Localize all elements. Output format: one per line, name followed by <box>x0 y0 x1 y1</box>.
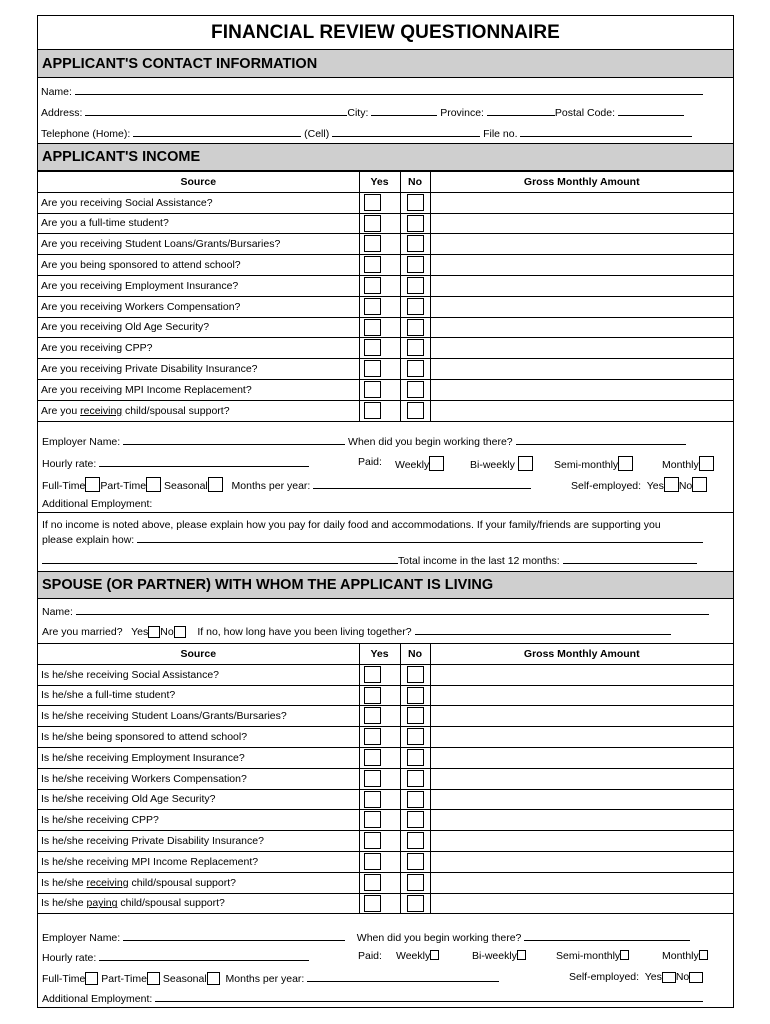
source-cell: Is he/she receiving Social Assistance? <box>38 664 359 685</box>
amount-field[interactable] <box>430 338 733 359</box>
no-checkbox[interactable] <box>407 832 424 849</box>
amount-field[interactable] <box>430 255 733 276</box>
total-label: Total income in the last 12 months: <box>398 555 560 567</box>
col-amount: Gross Monthly Amount <box>430 172 733 193</box>
monthly-label: Monthly <box>662 459 699 471</box>
spouse-biweekly-label: Bi-weekly <box>472 950 517 962</box>
spouse-selfemp-yes-label: Yes <box>644 971 662 983</box>
spouse-semimonthly-label: Semi-monthly <box>556 950 621 962</box>
source-cell: Is he/she receiving Old Age Security? <box>38 789 359 810</box>
table-row <box>38 706 733 727</box>
no-checkbox[interactable] <box>407 728 424 745</box>
section-contact-heading: APPLICANT'S CONTACT INFORMATION <box>38 49 733 78</box>
no-cell <box>400 851 430 872</box>
col-yes: Yes <box>359 172 400 193</box>
amount-field[interactable] <box>430 317 733 338</box>
amount-field[interactable] <box>430 213 733 234</box>
no-cell <box>400 789 430 810</box>
selfemp-no-checkbox[interactable] <box>692 477 707 492</box>
amount-field[interactable] <box>430 379 733 400</box>
employer-field[interactable] <box>123 434 345 445</box>
fulltime-checkbox[interactable] <box>85 477 100 492</box>
no-checkbox[interactable] <box>407 666 424 683</box>
months-label: Months per year: <box>231 480 311 492</box>
no-cell <box>400 706 430 727</box>
amount-field[interactable] <box>430 359 733 380</box>
yes-checkbox[interactable] <box>364 235 381 252</box>
col-amount: Gross Monthly Amount <box>430 644 733 665</box>
postal-label: Postal Code: <box>554 107 616 119</box>
yes-checkbox[interactable] <box>364 687 381 704</box>
selfemp-yes-checkbox[interactable] <box>664 477 679 492</box>
no-cell <box>400 275 430 296</box>
no-checkbox[interactable] <box>407 770 424 787</box>
yes-checkbox[interactable] <box>364 194 381 211</box>
tel-home-label: Telephone (Home): <box>41 128 131 140</box>
source-text: Is he/she <box>41 897 87 910</box>
spouse-hourly-field[interactable] <box>99 950 309 961</box>
spouse-months-field[interactable] <box>307 971 499 982</box>
source-cell: Is he/she being sponsored to attend school? <box>38 727 359 748</box>
seasonal-label: Seasonal <box>163 480 208 492</box>
source-cell: Is he/she receiving MPI Income Replacement? <box>38 851 359 872</box>
source-cell: Are you receiving Student Loans/Grants/Bursaries? <box>38 234 359 255</box>
when-field[interactable] <box>516 434 686 445</box>
income-table <box>38 171 733 422</box>
amount-field[interactable] <box>430 872 733 893</box>
yes-cell <box>359 727 400 748</box>
table-row <box>38 768 733 789</box>
amount-field[interactable] <box>430 275 733 296</box>
source-cell: Is he/she a full-time student? <box>38 685 359 706</box>
yes-cell <box>359 706 400 727</box>
no-checkbox[interactable] <box>407 811 424 828</box>
source-cell: Are you receiving CPP? <box>38 338 359 359</box>
no-cell <box>400 810 430 831</box>
spouse-employment-type-row <box>42 971 722 985</box>
source-cell: Are you a full-time student? <box>38 213 359 234</box>
howlong-field[interactable] <box>415 624 671 635</box>
married-no-checkbox[interactable] <box>174 626 186 638</box>
no-checkbox[interactable] <box>407 339 424 356</box>
no-income-line-2 <box>42 532 703 546</box>
source-cell: Are you receiving Social Assistance? <box>38 192 359 213</box>
seasonal-checkbox[interactable] <box>208 477 223 492</box>
no-checkbox[interactable] <box>407 791 424 808</box>
spouse-weekly-label: Weekly <box>396 950 431 962</box>
spouse-selfemp-no-label: No <box>675 971 690 983</box>
yes-cell <box>359 192 400 213</box>
spouse-name-field[interactable] <box>76 604 709 615</box>
source-cell: Are you receiving Private Disability Insurance? <box>38 359 359 380</box>
no-cell <box>400 747 430 768</box>
no-checkbox[interactable] <box>407 277 424 294</box>
cell-label: (Cell) <box>304 128 330 140</box>
source-cell <box>38 872 359 893</box>
yes-checkbox[interactable] <box>364 895 381 912</box>
yes-checkbox[interactable] <box>364 381 381 398</box>
spouse-parttime-checkbox[interactable] <box>147 972 160 985</box>
yes-cell <box>359 400 400 421</box>
no-cell <box>400 872 430 893</box>
yes-checkbox[interactable] <box>364 811 381 828</box>
spouse-paid-label: Paid: <box>358 950 382 962</box>
yes-checkbox[interactable] <box>364 666 381 683</box>
table-row <box>38 338 733 359</box>
no-cell <box>400 296 430 317</box>
table-row <box>38 727 733 748</box>
spouse-weekly-checkbox[interactable] <box>430 950 439 960</box>
table-row <box>38 810 733 831</box>
no-checkbox[interactable] <box>407 194 424 211</box>
province-label: Province: <box>440 107 484 119</box>
no-checkbox[interactable] <box>407 402 424 419</box>
source-text: Is he/she <box>41 876 87 889</box>
spouse-fulltime-checkbox[interactable] <box>85 972 98 985</box>
table-row <box>38 400 733 421</box>
additional-label: Additional Employment: <box>42 498 153 510</box>
monthly-checkbox[interactable] <box>699 456 714 471</box>
spouse-income-table <box>38 643 733 914</box>
table-row <box>38 831 733 852</box>
underlined-word: receiving <box>80 404 123 417</box>
source-cell: Is he/she receiving Workers Compensation? <box>38 768 359 789</box>
no-checkbox[interactable] <box>407 895 424 912</box>
yes-cell <box>359 379 400 400</box>
no-income-line-1: If no income is noted above, please explain how you pay for daily food and accommodations. If your family/friends are supporting you <box>42 519 661 531</box>
spouse-biweekly-checkbox[interactable] <box>517 950 526 960</box>
source-cell: Are you being sponsored to attend school? <box>38 255 359 276</box>
yes-cell <box>359 338 400 359</box>
no-income-label: please explain how: <box>42 534 135 546</box>
spouse-name-label: Name: <box>42 606 73 618</box>
biweekly-checkbox[interactable] <box>518 456 533 471</box>
no-cell <box>400 664 430 685</box>
table-row <box>38 213 733 234</box>
yes-checkbox[interactable] <box>364 277 381 294</box>
no-checkbox[interactable] <box>407 360 424 377</box>
yes-checkbox[interactable] <box>364 874 381 891</box>
amount-field[interactable] <box>430 727 733 748</box>
spouse-hourly-row <box>42 950 722 964</box>
married-yes-label: Yes <box>131 626 149 638</box>
no-cell <box>400 192 430 213</box>
semimonthly-checkbox[interactable] <box>618 456 633 471</box>
divider <box>38 512 733 513</box>
yes-checkbox[interactable] <box>364 215 381 232</box>
married-row <box>42 624 671 638</box>
col-yes: Yes <box>359 644 400 665</box>
amount-field[interactable] <box>430 192 733 213</box>
amount-field[interactable] <box>430 685 733 706</box>
no-cell <box>400 379 430 400</box>
underlined-word: receiving <box>86 876 129 889</box>
howlong-label: If no, how long have you been living together? <box>197 626 412 638</box>
months-field[interactable] <box>313 478 531 489</box>
spouse-selfemp-yes-checkbox[interactable] <box>662 972 676 983</box>
questionnaire-form <box>37 15 734 1008</box>
table-row <box>38 872 733 893</box>
name-label: Name: <box>41 86 72 98</box>
table-row <box>38 851 733 872</box>
selfemp-yes-label: Yes <box>646 480 664 492</box>
no-checkbox[interactable] <box>407 298 424 315</box>
yes-cell <box>359 213 400 234</box>
spouse-when-label: When did you begin working there? <box>356 932 522 944</box>
hourly-label: Hourly rate: <box>42 458 97 470</box>
amount-field[interactable] <box>430 851 733 872</box>
underlined-word: paying <box>86 897 118 910</box>
table-row <box>38 789 733 810</box>
yes-cell <box>359 275 400 296</box>
no-cell <box>400 400 430 421</box>
source-cell: Are you receiving Employment Insurance? <box>38 275 359 296</box>
section-spouse-heading: SPOUSE (OR PARTNER) WITH WHOM THE APPLICANT IS LIVING <box>38 571 733 599</box>
section-income-heading: APPLICANT'S INCOME <box>38 143 733 171</box>
spouse-employer-row <box>42 930 690 944</box>
employer-label: Employer Name: <box>42 436 121 448</box>
telephone-row <box>41 126 692 140</box>
amount-field[interactable] <box>430 234 733 255</box>
yes-checkbox[interactable] <box>364 791 381 808</box>
amount-field[interactable] <box>430 296 733 317</box>
yes-cell <box>359 747 400 768</box>
no-income-field-2[interactable] <box>42 553 398 564</box>
yes-cell <box>359 255 400 276</box>
source-cell: Are you receiving Old Age Security? <box>38 317 359 338</box>
address-row <box>41 105 684 119</box>
yes-checkbox[interactable] <box>364 298 381 315</box>
spouse-seasonal-checkbox[interactable] <box>207 972 220 985</box>
spouse-employer-field[interactable] <box>123 930 345 941</box>
yes-checkbox[interactable] <box>364 256 381 273</box>
biweekly-label: Bi-weekly <box>470 459 515 471</box>
file-no-field[interactable] <box>520 126 692 137</box>
yes-checkbox[interactable] <box>364 853 381 870</box>
table-row <box>38 747 733 768</box>
yes-cell <box>359 296 400 317</box>
yes-checkbox[interactable] <box>364 832 381 849</box>
yes-checkbox[interactable] <box>364 728 381 745</box>
parttime-label: Part-Time <box>100 480 147 492</box>
col-source: Source <box>38 644 359 665</box>
total-income-row <box>42 553 697 567</box>
yes-checkbox[interactable] <box>364 360 381 377</box>
tel-home-field[interactable] <box>133 126 301 137</box>
married-yes-checkbox[interactable] <box>148 626 160 638</box>
table-row <box>38 893 733 914</box>
yes-checkbox[interactable] <box>364 749 381 766</box>
yes-cell <box>359 234 400 255</box>
source-cell: Are you receiving Workers Compensation? <box>38 296 359 317</box>
name-row <box>41 84 703 98</box>
yes-cell <box>359 685 400 706</box>
no-checkbox[interactable] <box>407 215 424 232</box>
name-field[interactable] <box>75 84 703 95</box>
no-cell <box>400 359 430 380</box>
spouse-monthly-label: Monthly <box>662 950 699 962</box>
table-row <box>38 275 733 296</box>
yes-cell <box>359 893 400 914</box>
spouse-monthly-checkbox[interactable] <box>699 950 708 960</box>
spouse-semimonthly-checkbox[interactable] <box>620 950 629 960</box>
yes-checkbox[interactable] <box>364 402 381 419</box>
amount-field[interactable] <box>430 768 733 789</box>
table-row <box>38 359 733 380</box>
amount-field[interactable] <box>430 664 733 685</box>
yes-checkbox[interactable] <box>364 707 381 724</box>
spouse-name-row <box>42 604 709 618</box>
source-cell <box>38 400 359 421</box>
city-label: City: <box>347 107 369 119</box>
amount-field[interactable] <box>430 831 733 852</box>
amount-field[interactable] <box>430 810 733 831</box>
no-checkbox[interactable] <box>407 707 424 724</box>
no-cell <box>400 727 430 748</box>
weekly-label: Weekly <box>395 459 430 471</box>
source-cell: Is he/she receiving Private Disability Insurance? <box>38 831 359 852</box>
total-field[interactable] <box>563 553 697 564</box>
spouse-additional-label: Additional Employment: <box>42 993 153 1005</box>
province-field[interactable] <box>487 105 555 116</box>
yes-cell <box>359 810 400 831</box>
semimonthly-label: Semi-monthly <box>554 459 619 471</box>
table-row <box>38 234 733 255</box>
no-cell <box>400 768 430 789</box>
employment-type-row <box>42 477 722 492</box>
yes-checkbox[interactable] <box>364 339 381 356</box>
spouse-hourly-label: Hourly rate: <box>42 952 97 964</box>
table-row <box>38 255 733 276</box>
spouse-when-field[interactable] <box>524 930 690 941</box>
source-cell: Are you receiving MPI Income Replacement? <box>38 379 359 400</box>
table-row <box>38 379 733 400</box>
married-label: Are you married? <box>42 626 123 638</box>
no-cell <box>400 685 430 706</box>
col-source: Source <box>38 172 359 193</box>
yes-checkbox[interactable] <box>364 319 381 336</box>
form-title: FINANCIAL REVIEW QUESTIONNAIRE <box>211 22 560 43</box>
paid-label: Paid: <box>358 456 382 468</box>
address-field[interactable] <box>85 105 347 116</box>
yes-cell <box>359 831 400 852</box>
no-checkbox[interactable] <box>407 319 424 336</box>
source-text: child/spousal support? <box>122 404 230 417</box>
no-cell <box>400 317 430 338</box>
no-cell <box>400 255 430 276</box>
source-cell: Is he/she receiving Student Loans/Grants/Bursaries? <box>38 706 359 727</box>
spouse-months-label: Months per year: <box>225 973 305 985</box>
spouse-additional-field[interactable] <box>155 991 703 1002</box>
hourly-field[interactable] <box>99 456 309 467</box>
additional-employment-row <box>42 498 152 510</box>
no-cell <box>400 338 430 359</box>
spouse-selfemp-label: Self-employed: <box>569 971 640 983</box>
employer-row <box>42 434 686 448</box>
table-row <box>38 317 733 338</box>
hourly-row <box>42 456 722 470</box>
col-no: No <box>400 172 430 193</box>
spouse-additional-row <box>42 991 703 1005</box>
address-label: Address: <box>41 107 83 119</box>
spouse-selfemp-no-checkbox[interactable] <box>689 972 703 983</box>
yes-checkbox[interactable] <box>364 770 381 787</box>
weekly-checkbox[interactable] <box>429 456 444 471</box>
postal-field[interactable] <box>618 105 684 116</box>
spouse-parttime-label: Part-Time <box>101 973 147 985</box>
spouse-seasonal-label: Seasonal <box>162 973 207 985</box>
source-text: Are you <box>41 404 81 417</box>
city-field[interactable] <box>371 105 437 116</box>
no-checkbox[interactable] <box>407 874 424 891</box>
yes-cell <box>359 359 400 380</box>
source-cell: Is he/she receiving CPP? <box>38 810 359 831</box>
source-text: child/spousal support? <box>128 876 236 889</box>
married-no-label: No <box>160 626 174 638</box>
cell-field[interactable] <box>332 126 480 137</box>
yes-cell <box>359 317 400 338</box>
source-cell: Is he/she receiving Employment Insurance? <box>38 747 359 768</box>
no-checkbox[interactable] <box>407 256 424 273</box>
amount-field[interactable] <box>430 893 733 914</box>
yes-cell <box>359 789 400 810</box>
source-cell <box>38 893 359 914</box>
no-cell <box>400 213 430 234</box>
col-no: No <box>400 644 430 665</box>
spouse-fulltime-label: Full-Time <box>42 973 86 985</box>
no-checkbox[interactable] <box>407 687 424 704</box>
parttime-checkbox[interactable] <box>146 477 161 492</box>
amount-field[interactable] <box>430 706 733 727</box>
table-row <box>38 192 733 213</box>
no-checkbox[interactable] <box>407 235 424 252</box>
yes-cell <box>359 768 400 789</box>
spouse-employer-label: Employer Name: <box>42 932 121 944</box>
fulltime-label: Full-Time <box>42 480 86 492</box>
selfemp-no-label: No <box>678 480 693 492</box>
no-cell <box>400 831 430 852</box>
amount-field[interactable] <box>430 400 733 421</box>
no-checkbox[interactable] <box>407 381 424 398</box>
yes-cell <box>359 664 400 685</box>
amount-field[interactable] <box>430 747 733 768</box>
no-cell <box>400 234 430 255</box>
amount-field[interactable] <box>430 789 733 810</box>
selfemp-label: Self-employed: <box>571 480 642 492</box>
table-row <box>38 296 733 317</box>
no-checkbox[interactable] <box>407 749 424 766</box>
file-no-label: File no. <box>483 128 518 140</box>
yes-cell <box>359 872 400 893</box>
table-row <box>38 664 733 685</box>
yes-cell <box>359 851 400 872</box>
no-cell <box>400 893 430 914</box>
source-text: child/spousal support? <box>117 897 225 910</box>
when-label: When did you begin working there? <box>348 436 513 448</box>
no-income-field[interactable] <box>137 532 703 543</box>
table-row <box>38 685 733 706</box>
no-checkbox[interactable] <box>407 853 424 870</box>
